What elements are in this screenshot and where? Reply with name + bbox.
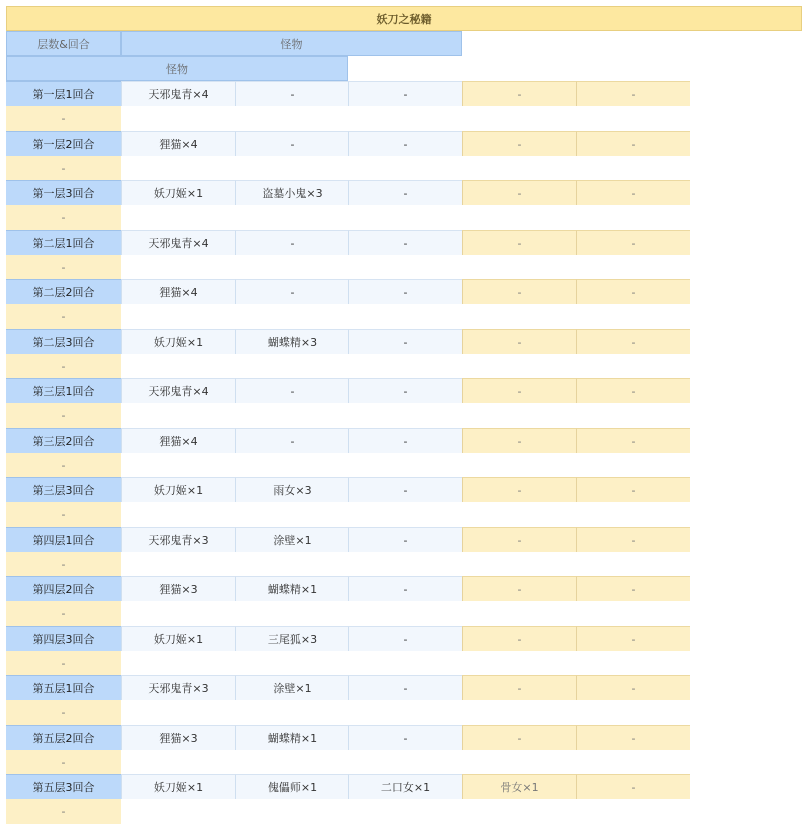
monster-cell: - <box>576 675 690 700</box>
row-label: 第四层3回合 <box>6 626 121 651</box>
extra-cell: - <box>6 651 121 676</box>
monster-cell: 狸猫×4 <box>121 131 235 156</box>
monster-cell: - <box>235 81 349 106</box>
monster-cell: - <box>462 378 576 403</box>
extra-cell: - <box>6 255 121 280</box>
monster-cell: - <box>348 230 462 255</box>
extra-cell: - <box>6 106 121 131</box>
header-monster-sub: 怪物 <box>6 56 348 81</box>
extra-cell: - <box>6 700 121 725</box>
monster-cell: - <box>348 378 462 403</box>
monster-cell: - <box>348 131 462 156</box>
monster-cell: - <box>576 329 690 354</box>
row-label: 第三层1回合 <box>6 378 121 403</box>
monster-cell: 妖刀姬×1 <box>121 329 235 354</box>
table-title: 妖刀之秘籍 <box>6 6 802 31</box>
monster-cell: 天邪鬼青×4 <box>121 81 235 106</box>
monster-cell: - <box>462 626 576 651</box>
monster-cell: 妖刀姬×1 <box>121 626 235 651</box>
monster-cell: - <box>348 626 462 651</box>
monster-cell: - <box>462 725 576 750</box>
monster-cell: - <box>235 230 349 255</box>
row-label: 第五层2回合 <box>6 725 121 750</box>
monster-cell: 妖刀姬×1 <box>121 180 235 205</box>
monster-cell: - <box>576 180 690 205</box>
monster-cell: - <box>462 180 576 205</box>
row-label: 第四层2回合 <box>6 576 121 601</box>
monster-cell: - <box>348 725 462 750</box>
monster-cell: 妖刀姬×1 <box>121 774 235 799</box>
monster-cell: - <box>235 279 349 304</box>
monster-cell: - <box>348 477 462 502</box>
extra-cell: - <box>6 601 121 626</box>
monster-cell: - <box>348 675 462 700</box>
monster-cell: - <box>576 774 690 799</box>
row-label: 第一层3回合 <box>6 180 121 205</box>
monster-cell: - <box>576 626 690 651</box>
extra-cell: - <box>6 304 121 329</box>
row-label: 第一层2回合 <box>6 131 121 156</box>
extra-cell: - <box>6 799 121 824</box>
monster-cell: - <box>235 378 349 403</box>
monster-cell: - <box>576 477 690 502</box>
header-monster: 怪物 <box>121 31 462 56</box>
monster-cell: 狸猫×4 <box>121 279 235 304</box>
monster-cell: - <box>576 527 690 552</box>
monster-cell: - <box>462 81 576 106</box>
monster-cell: 狸猫×4 <box>121 428 235 453</box>
monster-cell: - <box>462 329 576 354</box>
monster-cell: - <box>576 428 690 453</box>
monster-cell: - <box>348 329 462 354</box>
monster-cell: - <box>462 675 576 700</box>
extra-cell: - <box>6 552 121 577</box>
monster-cell: 涂壁×1 <box>235 527 349 552</box>
row-label: 第二层1回合 <box>6 230 121 255</box>
monster-cell: 天邪鬼青×3 <box>121 527 235 552</box>
monster-cell: 盗墓小鬼×3 <box>235 180 349 205</box>
extra-cell: - <box>6 403 121 428</box>
monster-cell: - <box>348 180 462 205</box>
row-label: 第一层1回合 <box>6 81 121 106</box>
extra-cell: - <box>6 502 121 527</box>
monster-cell: - <box>462 230 576 255</box>
monster-cell: 蝴蝶精×1 <box>235 725 349 750</box>
monster-cell: 蝴蝶精×1 <box>235 576 349 601</box>
row-label: 第三层3回合 <box>6 477 121 502</box>
monster-cell: - <box>576 378 690 403</box>
row-label: 第三层2回合 <box>6 428 121 453</box>
monster-cell: 狸猫×3 <box>121 576 235 601</box>
monster-cell: - <box>348 527 462 552</box>
monster-cell: - <box>462 527 576 552</box>
monster-cell: - <box>576 725 690 750</box>
monster-cell: - <box>576 576 690 601</box>
monster-cell: - <box>462 477 576 502</box>
monster-cell: - <box>348 81 462 106</box>
monster-cell: 傀儡师×1 <box>235 774 349 799</box>
extra-cell: - <box>6 156 121 181</box>
monster-cell: 雨女×3 <box>235 477 349 502</box>
monster-cell: - <box>576 230 690 255</box>
monster-cell: - <box>462 131 576 156</box>
monster-cell: - <box>348 279 462 304</box>
monster-cell: 三尾狐×3 <box>235 626 349 651</box>
monster-cell: 骨女×1 <box>462 774 576 799</box>
monster-cell: - <box>462 279 576 304</box>
extra-cell: - <box>6 750 121 775</box>
header-floor-round: 层数&回合 <box>6 31 121 56</box>
monster-cell: 天邪鬼青×3 <box>121 675 235 700</box>
row-label: 第五层1回合 <box>6 675 121 700</box>
monster-cell: 蝴蝶精×3 <box>235 329 349 354</box>
monster-cell: - <box>348 428 462 453</box>
row-label: 第四层1回合 <box>6 527 121 552</box>
monster-cell: - <box>576 279 690 304</box>
monster-cell: 二口女×1 <box>348 774 462 799</box>
monster-cell: - <box>576 131 690 156</box>
monster-cell: - <box>235 131 349 156</box>
monster-cell: 狸猫×3 <box>121 725 235 750</box>
row-label: 第五层3回合 <box>6 774 121 799</box>
monster-cell: - <box>348 576 462 601</box>
extra-cell: - <box>6 453 121 478</box>
monster-cell: 妖刀姬×1 <box>121 477 235 502</box>
monster-cell: 天邪鬼青×4 <box>121 378 235 403</box>
monster-cell: - <box>462 428 576 453</box>
monster-cell: 天邪鬼青×4 <box>121 230 235 255</box>
monster-cell: - <box>462 576 576 601</box>
row-label: 第二层2回合 <box>6 279 121 304</box>
monster-cell: - <box>576 81 690 106</box>
monster-cell: 涂壁×1 <box>235 675 349 700</box>
row-label: 第二层3回合 <box>6 329 121 354</box>
extra-cell: - <box>6 205 121 230</box>
monster-cell: - <box>235 428 349 453</box>
extra-cell: - <box>6 354 121 379</box>
